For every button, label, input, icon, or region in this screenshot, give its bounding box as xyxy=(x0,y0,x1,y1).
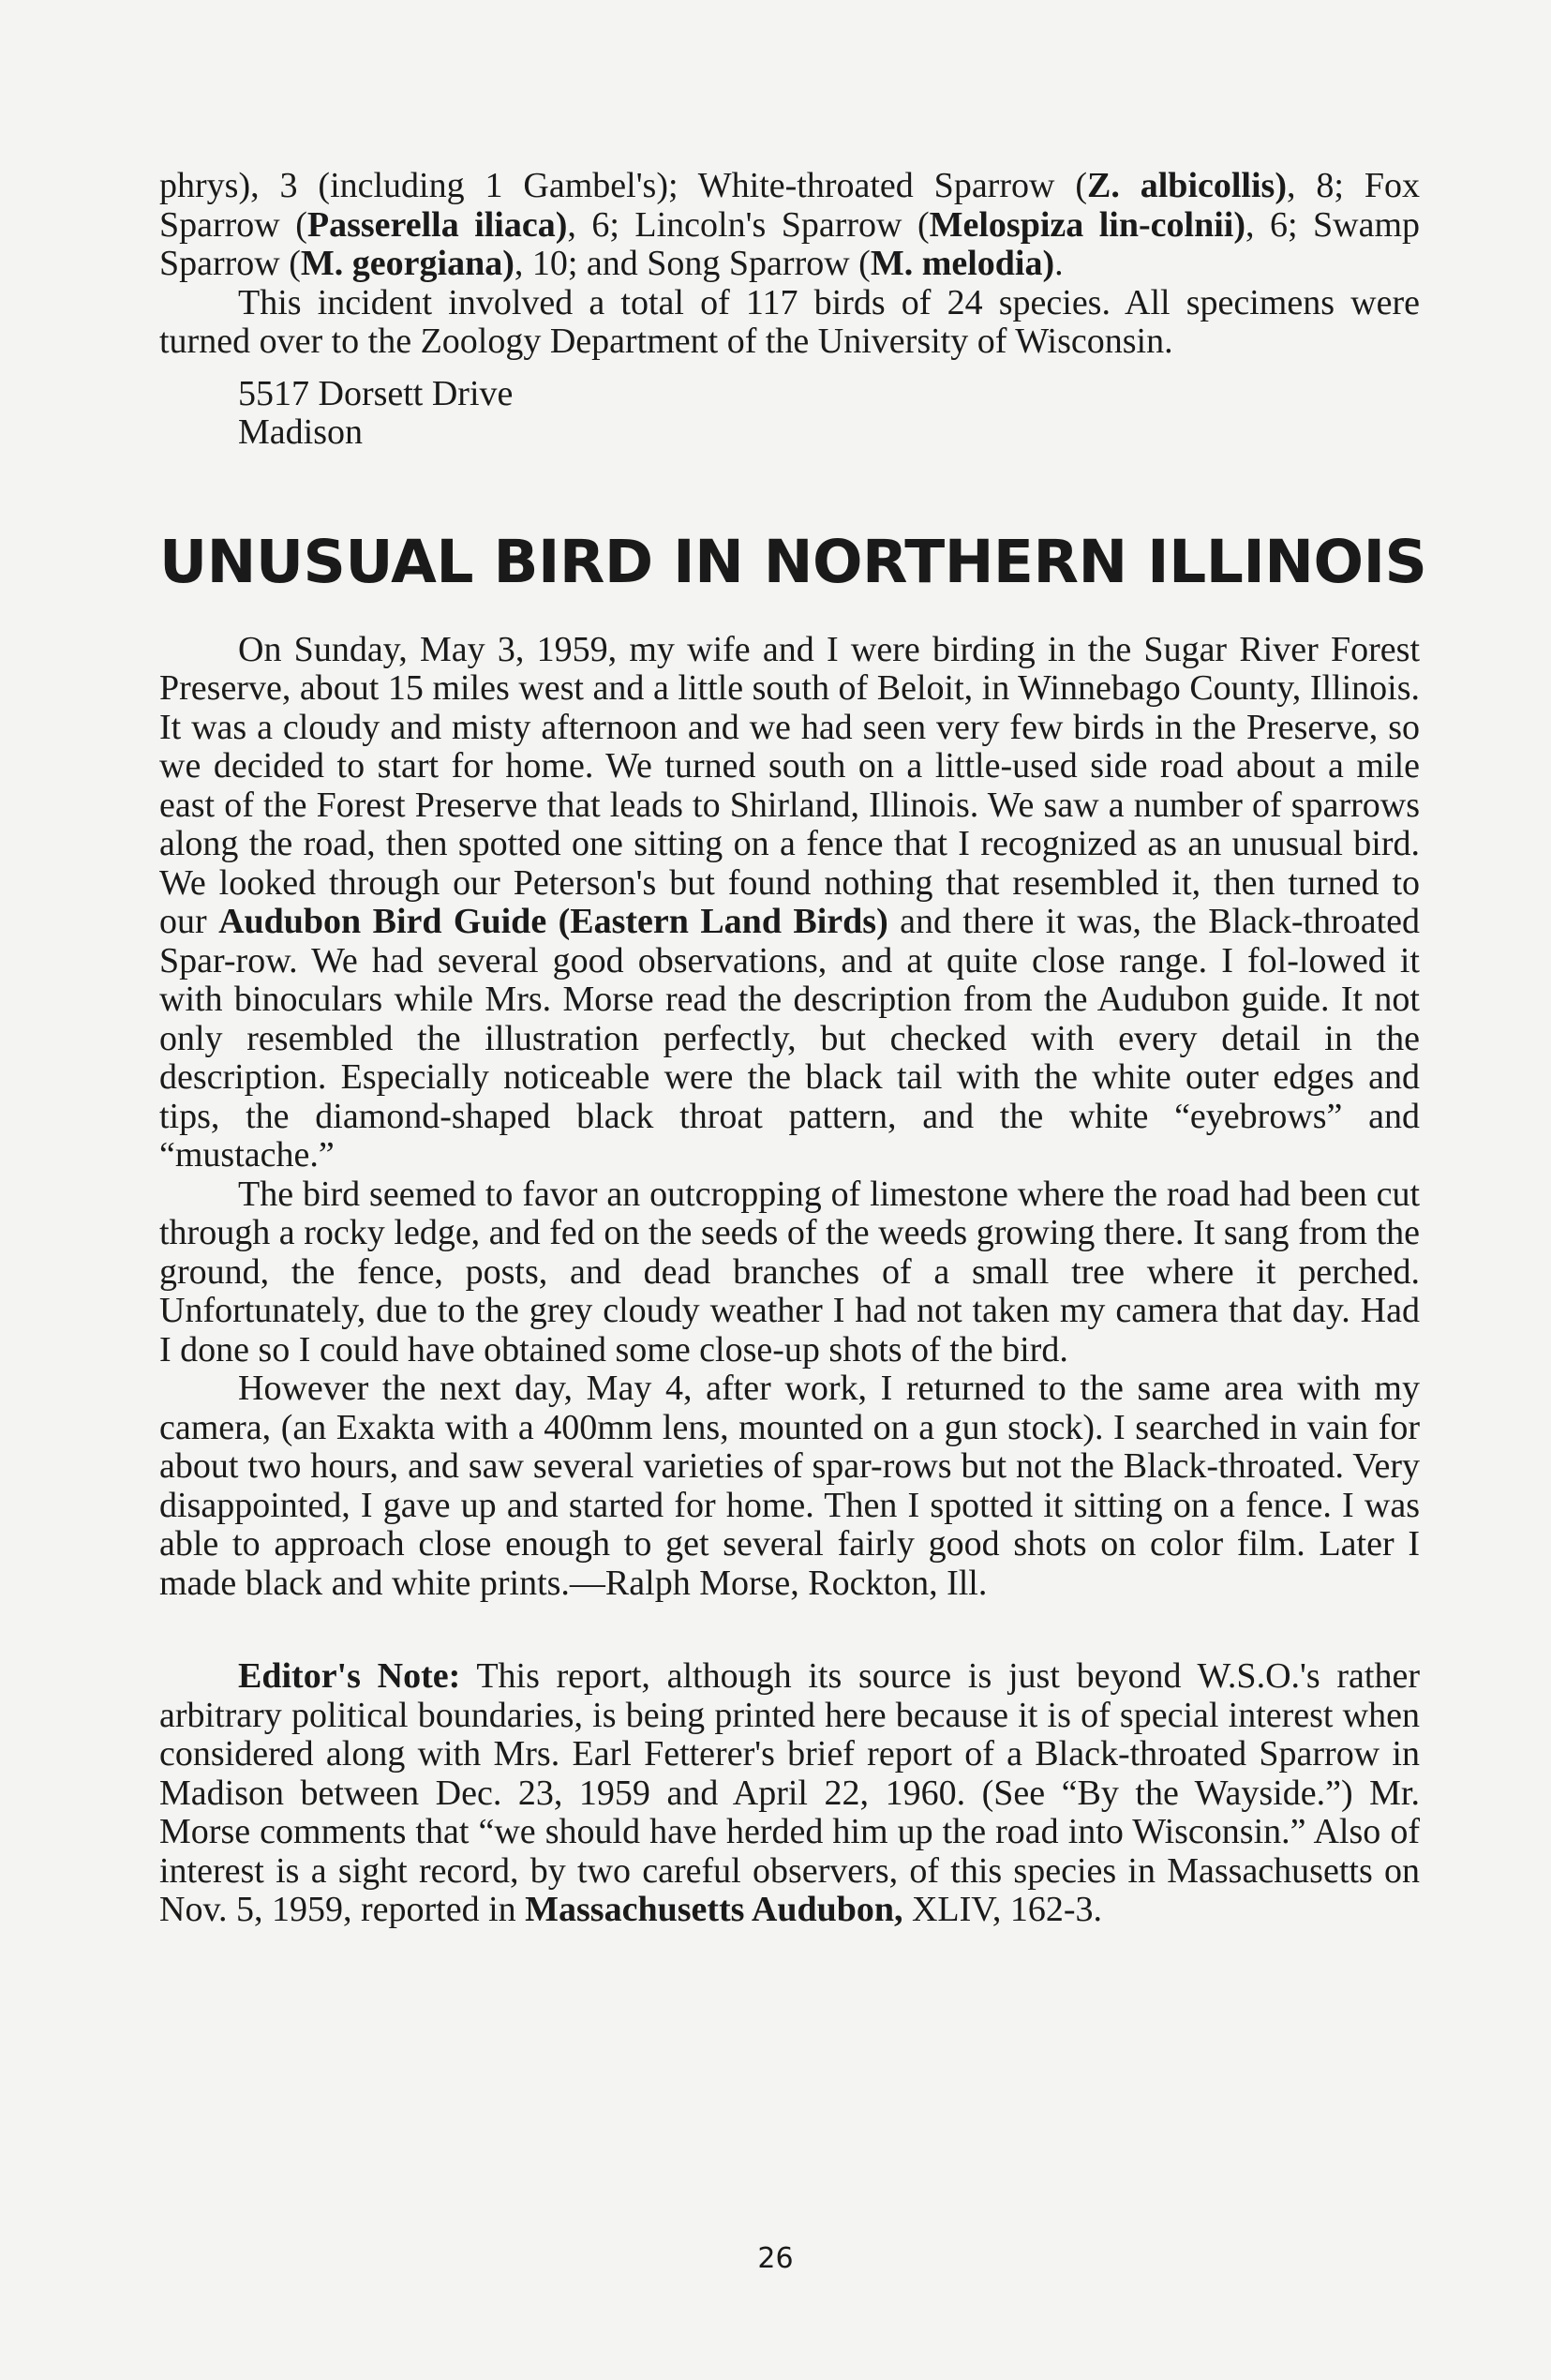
bold-text: Passerella iliaca) xyxy=(306,204,568,245)
article-title: UNUSUAL BIRD IN NORTHERN ILLINOIS xyxy=(159,527,1427,596)
bold-text: Editor's Note: xyxy=(238,1656,461,1696)
address-street: 5517 Dorsett Drive xyxy=(238,373,514,413)
summary-paragraph: This incident involved a total of 117 birds of 24 species. All specimens were turned over to the Zoology Department of the University of Wisconsin. xyxy=(159,282,1420,361)
bold-text: M. melodia) xyxy=(870,244,1055,283)
page-number: 26 xyxy=(757,2242,794,2275)
editors-note: Editor's Note: This report, although its source is just beyond W.S.O.'s rather arbitrary political boundaries, is being printed here because it is of special interest when considered along with Mrs. Earl Fetterer's brief report of a Black-throated Sparrow in Madison between Dec. 23, 1959 and April 22, 1960. (See “By the Wayside.”) Mr. Morse comments that “we should have herded him up the road into Wisconsin.” Also of interest is a sight record, by two careful observers, of this species in Massachusetts on Nov. 5, 1959, reported in Massachusetts Audubon, XLIV, 162-3. xyxy=(159,1656,1420,1929)
author-address xyxy=(238,375,1420,453)
article-paragraph-3: However the next day, May 4, after work, I returned to the same area with my camera, (an Exakta with a 400mm lens, mounted on a gun stock). I searched in vain for about two hours, and saw several varieties of spar-rows but not the Black-throated. Very disappointed, I gave up and started for home. Then I spotted it sitting on a fence. I was able to approach close enough to get several fairly good shots on color film. Later I made black and white prints.—Ralph Morse, Rockton, Ill. xyxy=(159,1369,1420,1603)
bold-text: Z. albicollis) xyxy=(1087,166,1287,205)
bold-text: M. georgiana) xyxy=(300,244,515,283)
address-city: Madison xyxy=(238,412,363,452)
section-spacer xyxy=(159,1603,1420,1657)
article-paragraph-2: The bird seemed to favor an outcropping of limestone where the road had been cut through a rocky ledge, and fed on the seeds of the weeds growing there. It sang from the ground, the fence, posts, and dead branches of a small tree where it perched. Unfortunately, due to the grey cloudy weather I had not taken my camera that day. Had I done so I could have obtained some close-up shots of the bird. xyxy=(159,1174,1420,1370)
bold-text: Massachusetts Audubon, xyxy=(525,1890,903,1929)
document-page xyxy=(159,166,1427,1930)
intro-paragraph: phrys), 3 (including 1 Gambel's); White-throated Sparrow (Z. albicollis), 8; Fox Sparrow (Passerella iliaca), 6; Lincoln's Sparrow (Melospiza lin-colnii), 6; Swamp Sparrow (M. georgiana), 10; and Song Sparrow (M. melodia). xyxy=(159,166,1421,283)
bold-text: Audubon Bird Guide (Eastern Land Birds) xyxy=(218,902,888,941)
article-paragraph-1: On Sunday, May 3, 1959, my wife and I were birding in the Sugar River Forest Preserve, about 15 miles west and a little south of Beloit, in Winnebago County, Illinois. It was a cloudy and misty afternoon and we had seen very few birds in the Preserve, so we decided to start for home. We turned south on a little-used side road about a mile east of the Forest Preserve that leads to Shirland, Illinois. We saw a number of sparrows along the road, then spotted one sitting on a fence that I recognized as an unusual bird. We looked through our Peterson's but found nothing that resembled it, then turned to our Audubon Bird Guide (Eastern Land Birds) and there it was, the Black-throated Spar-row. We had several good observations, and at quite close range. I fol-lowed it with binoculars while Mrs. Morse read the description from the Audubon guide. It not only resembled the illustration perfectly, but checked with every detail in the description. Especially noticeable were the black tail with the white outer edges and tips, the diamond-shaped black throat pattern, and the white “eyebrows” and “mustache.” xyxy=(159,629,1420,1175)
bold-text: Melospiza lin-colnii) xyxy=(929,204,1245,245)
